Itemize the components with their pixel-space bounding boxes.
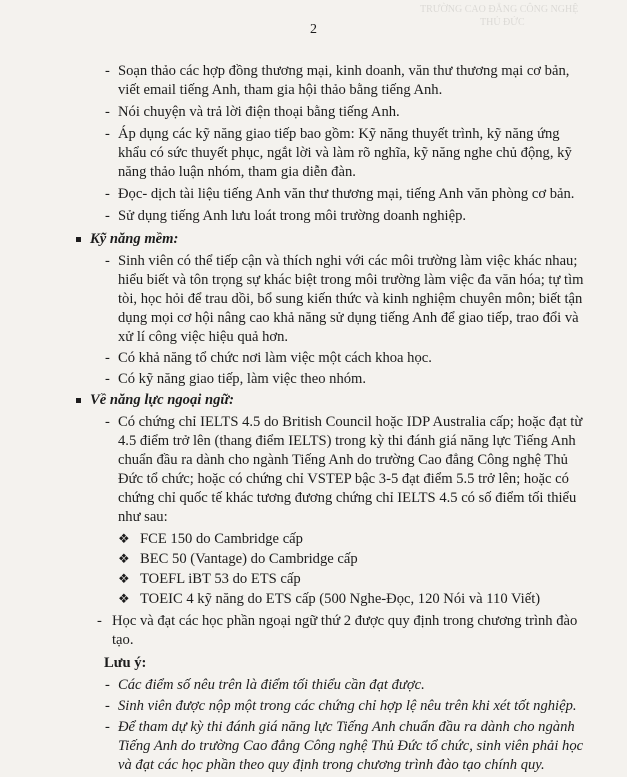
language-intro-line-1: Có chứng chỉ IELTS 4.5 do British Council hoặc IDP Australia cấp; hoặc đạt từ xyxy=(118,414,583,430)
list-dash: - xyxy=(105,698,110,714)
cert-bec: BEC 50 (Vantage) do Cambridge cấp xyxy=(140,551,358,567)
skill-1-line-2: viết email tiếng Anh, tham gia hội thảo bằng tiếng Anh. xyxy=(118,82,443,98)
list-dash: - xyxy=(105,63,110,79)
list-dash: - xyxy=(105,253,110,269)
soft-3-line-1: Có kỹ năng giao tiếp, làm việc theo nhóm. xyxy=(118,371,367,387)
diamond-star-icon: ❖ xyxy=(118,551,130,566)
cert-toeic: TOEIC 4 kỹ năng do ETS cấp (500 Nghe-Đọc, 120 Nói và 110 Viết) xyxy=(140,591,541,607)
skill-5-line-1: Sử dụng tiếng Anh lưu loát trong môi trường doanh nghiệp. xyxy=(118,208,467,224)
second-language-line-1: Học và đạt các học phần ngoại ngữ thứ 2 được quy định trong chương trình đào xyxy=(112,613,578,629)
note-3-line-2: Tiếng Anh do trường Cao đẳng Công nghệ Thủ Đức tổ chức, sinh viên phải học xyxy=(118,738,584,754)
language-intro-line-3: chuẩn đầu ra dành cho ngành Tiếng Anh do trường Cao đẳng Công nghệ Thủ xyxy=(118,452,568,468)
soft-2-line-1: Có khả năng tổ chức nơi làm việc một cách khoa học. xyxy=(118,350,432,366)
soft-1-line-3: tòi, học hỏi để trau dồi, bổ sung kiến thức và kinh nghiệm chuyên môn; biết tận xyxy=(118,291,583,307)
soft-skills-heading: Kỹ năng mềm: xyxy=(90,231,179,247)
language-intro-line-6: như sau: xyxy=(118,509,168,525)
language-heading: Về năng lực ngoại ngữ: xyxy=(90,392,234,408)
skill-2-line-1: Nói chuyện và trả lời điện thoại bằng tiếng Anh. xyxy=(118,104,400,120)
diamond-star-icon: ❖ xyxy=(118,591,130,606)
page-number: 2 xyxy=(310,22,317,37)
note-1-line-1: Các điểm số nêu trên là điểm tối thiểu cần đạt được. xyxy=(118,677,425,693)
bleed-through-header-line-2: THỦ ĐỨC xyxy=(480,17,525,28)
cert-toefl: TOEFL iBT 53 do ETS cấp xyxy=(140,571,301,587)
bleed-through-header-line-1: TRƯỜNG CAO ĐẲNG CÔNG NGHỆ xyxy=(420,4,579,15)
list-dash: - xyxy=(105,186,110,202)
list-dash: - xyxy=(105,414,110,430)
skill-4-line-1: Đọc- dịch tài liệu tiếng Anh văn thư thương mại, tiếng Anh văn phòng cơ bản. xyxy=(118,186,575,202)
square-bullet-icon xyxy=(76,237,81,242)
skill-3-line-1: Áp dụng các kỹ năng giao tiếp bao gồm: Kỹ năng thuyết trình, kỹ năng ứng xyxy=(118,126,560,142)
soft-1-line-5: xử lí công việc hiệu quả hơn. xyxy=(118,329,289,345)
language-intro-line-4: Đức tổ chức; hoặc có chứng chỉ VSTEP bậc 3-5 đạt điểm 5.5 trở lên; hoặc có xyxy=(118,471,569,487)
list-dash: - xyxy=(105,719,110,735)
soft-1-line-2: hiểu biết và tôn trọng sự khác biệt trong môi trường làm việc đa văn hóa; tự tìm xyxy=(118,272,584,288)
note-2-line-1: Sinh viên được nộp một trong các chứng chỉ hợp lệ nêu trên khi xét tốt nghiệp. xyxy=(118,698,577,714)
note-3-line-3: và đạt các học phần theo quy định trong chương trình đào tạo chính quy. xyxy=(118,757,545,773)
list-dash: - xyxy=(105,350,110,366)
cert-fce: FCE 150 do Cambridge cấp xyxy=(140,531,303,547)
skill-3-line-3: năng thảo luận nhóm, tham gia diễn đàn. xyxy=(118,164,356,180)
soft-1-line-4: dụng mọi cơ hội nâng cao khả năng sử dụng tiếng Anh để giao tiếp, trao đổi và xyxy=(118,310,579,326)
diamond-star-icon: ❖ xyxy=(118,531,130,546)
square-bullet-icon xyxy=(76,398,81,403)
note-3-line-1: Để tham dự kỳ thi đánh giá năng lực Tiếng Anh chuẩn đầu ra dành cho ngành xyxy=(118,719,575,735)
second-language-line-2: tạo. xyxy=(112,632,134,648)
list-dash: - xyxy=(105,126,110,142)
soft-1-line-1: Sinh viên có thể tiếp cận và thích nghi với các môi trường làm việc khác nhau; xyxy=(118,253,578,269)
skill-3-line-2: khẩu có sức thuyết phục, ngắt lời và làm rõ nghĩa, kỹ năng nghe chủ động, kỹ xyxy=(118,145,572,161)
notes-heading: Lưu ý: xyxy=(104,655,147,671)
language-intro-line-2: 4.5 điểm trở lên (thang điểm IELTS) trong kỳ thi đánh giá năng lực Tiếng Anh xyxy=(118,433,576,449)
list-dash: - xyxy=(97,613,102,629)
language-intro-line-5: chứng chỉ quốc tế khác tương đương chứng chỉ IELTS 4.5 có số điểm tối thiểu xyxy=(118,490,577,506)
list-dash: - xyxy=(105,677,110,693)
diamond-star-icon: ❖ xyxy=(118,571,130,586)
list-dash: - xyxy=(105,104,110,120)
skill-1-line-1: Soạn thảo các hợp đồng thương mại, kinh doanh, văn thư thương mại cơ bản, xyxy=(118,63,570,79)
list-dash: - xyxy=(105,208,110,224)
list-dash: - xyxy=(105,371,110,387)
